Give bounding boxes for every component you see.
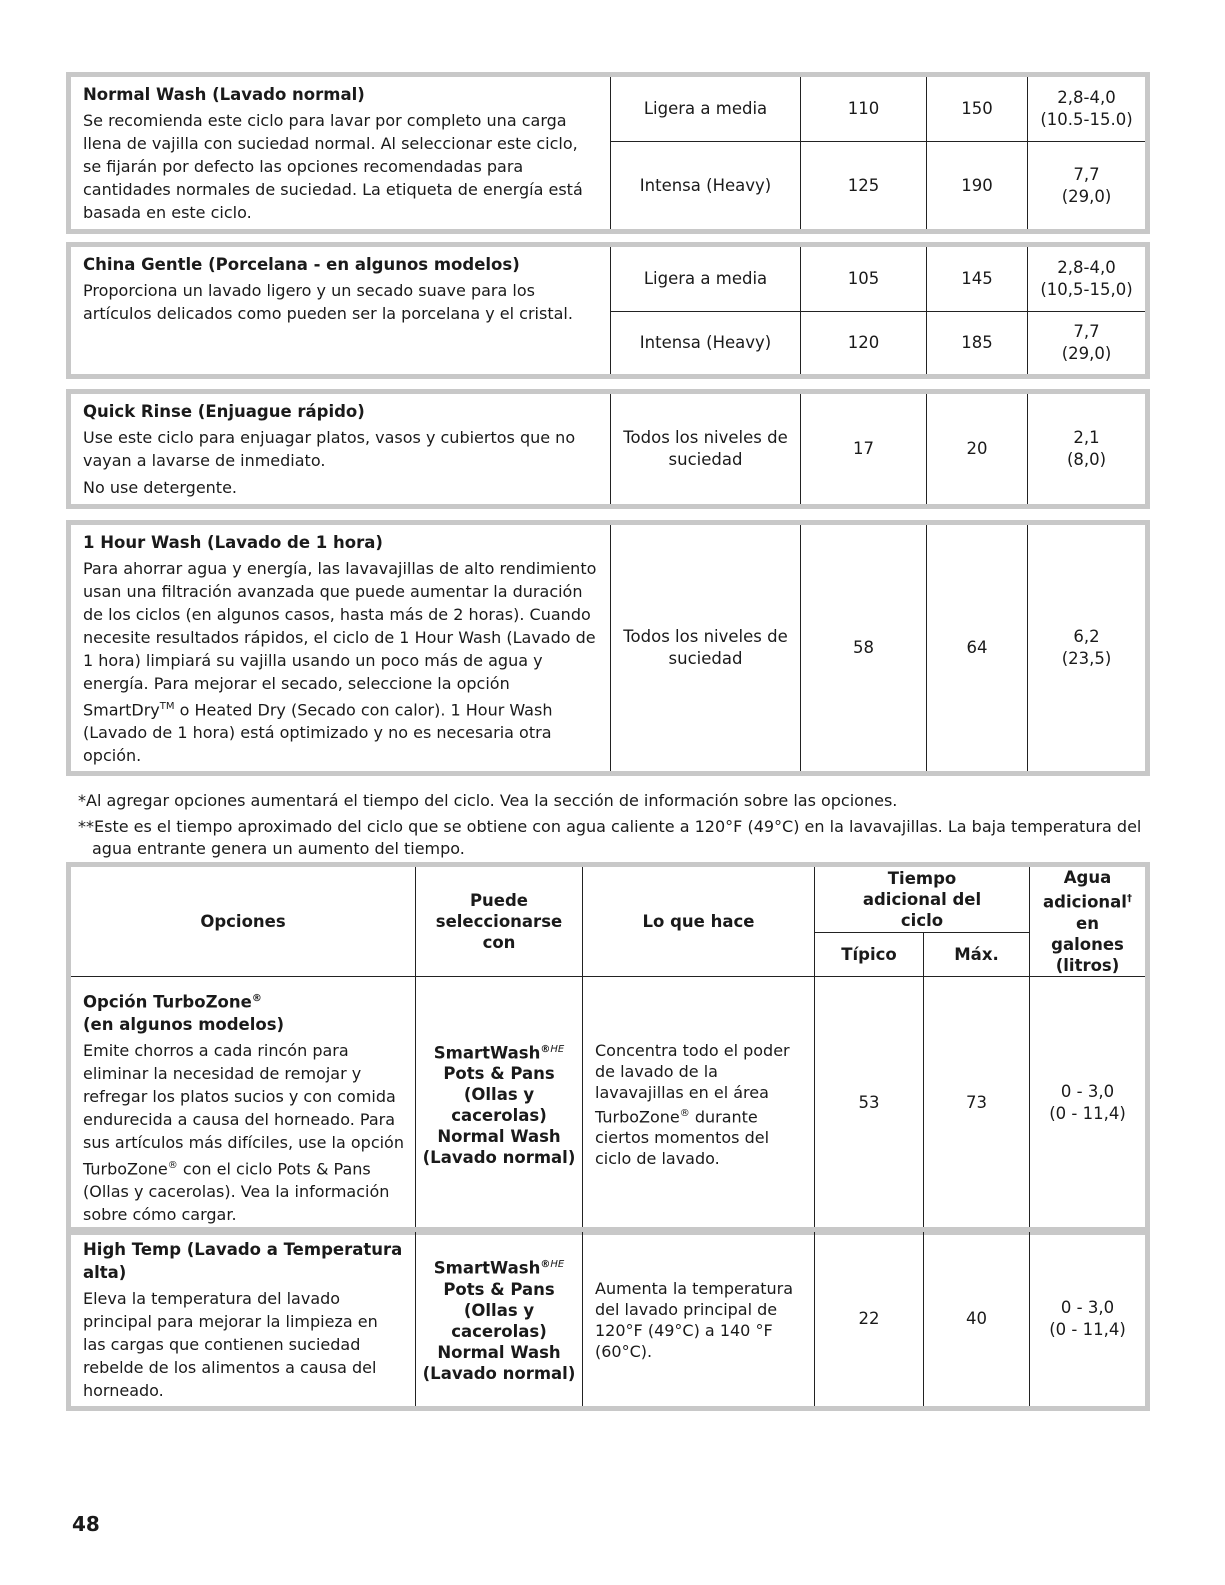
cycle-table-quick-rinse bbox=[70, 393, 1146, 505]
option-typical-time: 22 bbox=[815, 1232, 924, 1407]
option-title: Opción TurboZone® (en algunos modelos) bbox=[83, 992, 285, 1034]
header-max: Máx. bbox=[924, 933, 1030, 976]
header-options: Opciones bbox=[71, 867, 416, 977]
soil-level: Intensa (Heavy) bbox=[611, 142, 801, 230]
soil-level: Ligera a media bbox=[611, 77, 801, 142]
soil-level: Todos los niveles de suciedad bbox=[611, 394, 801, 505]
soil-level: Todos los niveles de suciedad bbox=[611, 525, 801, 772]
soil-level: Intensa (Heavy) bbox=[611, 312, 801, 375]
cycle-time: 105 bbox=[801, 247, 927, 312]
option-what-it-does: Aumenta la temperatura del lavado principal de 120°F (49°C) a 140 °F (60°C). bbox=[583, 1232, 815, 1407]
footnote-1: *Al agregar opciones aumentará el tiempo del ciclo. Vea la sección de información sobre las opciones. bbox=[78, 791, 898, 810]
option-max-time: 73 bbox=[924, 976, 1030, 1231]
option-water: 0 - 3,0 (0 - 11,4) bbox=[1030, 1232, 1146, 1407]
cycle-description bbox=[71, 525, 611, 772]
water-usage: 6,2 (23,5) bbox=[1028, 525, 1146, 772]
cycle-text: No use detergente. bbox=[83, 478, 238, 497]
header-additional-water: Agua adicional† en galones (litros) bbox=[1030, 867, 1146, 977]
option-typical-time: 53 bbox=[815, 976, 924, 1231]
cycle-time: 58 bbox=[801, 525, 927, 772]
water-usage: 2,1 (8,0) bbox=[1028, 394, 1146, 505]
cycle-description bbox=[71, 77, 611, 230]
option-selectable-with: SmartWash$^{®HE}$ Pots & Pans (Ollas y cacerolas) Normal Wash (Lavado normal) bbox=[416, 1232, 583, 1407]
footnote-2: **Este es el tiempo aproximado del ciclo que se obtiene con agua caliente a 120°F (49°C) en la lavavajillas. La baja temperatura del agua entrante genera un aumento del tiempo. bbox=[78, 817, 1142, 858]
water-usage: 7,7 (29,0) bbox=[1028, 142, 1146, 230]
water-usage: 2,8-4,0 (10.5-15.0) bbox=[1028, 77, 1146, 142]
cycle-description bbox=[71, 247, 611, 375]
cycle-description bbox=[71, 394, 611, 505]
cycle-table-1-hour-wash bbox=[70, 524, 1146, 772]
cycle-title: Normal Wash (Lavado normal) bbox=[83, 85, 365, 104]
cycle-max-time: 185 bbox=[927, 312, 1028, 375]
soil-level: Ligera a media bbox=[611, 247, 801, 312]
option-max-time: 40 bbox=[924, 1232, 1030, 1407]
cycle-max-time: 145 bbox=[927, 247, 1028, 312]
cycle-text: Use este ciclo para enjuagar platos, vasos y cubiertos que no vayan a lavarse de inmediato. bbox=[83, 428, 576, 470]
option-text: Eleva la temperatura del lavado principal para mejorar la limpieza en las cargas que contienen suciedad rebelde de los alimentos a causa del horneado. bbox=[83, 1289, 378, 1400]
header-what-it-does: Lo que hace bbox=[583, 867, 815, 977]
cycle-table-normal-wash bbox=[70, 76, 1146, 230]
options-table bbox=[70, 866, 1146, 1231]
cycle-time: 110 bbox=[801, 77, 927, 142]
cycle-time: 120 bbox=[801, 312, 927, 375]
option-selectable-with: SmartWash$^{®HE}$ Pots & Pans (Ollas y cacerolas) Normal Wash (Lavado normal) bbox=[416, 976, 583, 1231]
water-usage: 7,7 (29,0) bbox=[1028, 312, 1146, 375]
cycle-time: 125 bbox=[801, 142, 927, 230]
water-usage: 2,8-4,0 (10,5-15,0) bbox=[1028, 247, 1146, 312]
cycle-text: Para ahorrar agua y energía, las lavavajillas de alto rendimiento usan una filtración avanzada que puede aumentar la duración de los ciclos (en algunos casos, hasta más de 2 horas). Cuando necesite resultados rápidos, el ciclo de 1 Hour Wash (Lavado de 1 hora) limpiará su vajilla usando un poco más de agua y energía. Para mejorar el secado, seleccione la opción SmartDry™ o Heated Dry (Secado con calor). 1 Hour Wash (Lavado de 1 hora) está optimizado y no es necesaria otra opción. bbox=[83, 559, 597, 766]
cycle-max-time: 20 bbox=[927, 394, 1028, 505]
cycle-max-time: 150 bbox=[927, 77, 1028, 142]
page-number: 48 bbox=[72, 1512, 100, 1536]
cycle-text: Proporciona un lavado ligero y un secado suave para los artículos delicados como pueden ser la porcelana y el cristal. bbox=[83, 281, 573, 323]
cycle-title: Quick Rinse (Enjuague rápido) bbox=[83, 402, 365, 421]
cycle-table-china-gentle bbox=[70, 246, 1146, 375]
option-description bbox=[71, 1232, 416, 1407]
header-typical: Típico bbox=[815, 933, 924, 976]
option-title: High Temp (Lavado a Temperatura alta) bbox=[83, 1240, 403, 1282]
cycle-max-time: 64 bbox=[927, 525, 1028, 772]
option-water: 0 - 3,0 (0 - 11,4) bbox=[1030, 976, 1146, 1231]
cycle-title: 1 Hour Wash (Lavado de 1 hora) bbox=[83, 533, 383, 552]
header-selectable-with: Puede seleccionarse con bbox=[416, 867, 583, 977]
header-additional-time: Tiempo adicional del ciclo bbox=[815, 867, 1030, 933]
cycle-time: 17 bbox=[801, 394, 927, 505]
cycle-max-time: 190 bbox=[927, 142, 1028, 230]
options-table-high-temp bbox=[70, 1231, 1146, 1407]
cycle-title: China Gentle (Porcelana - en algunos modelos) bbox=[83, 255, 520, 274]
option-text: Emite chorros a cada rincón para eliminar la necesidad de remojar y refregar los platos sucios y con comida endurecida a causa del horneado. Para sus artículos más difíciles, use la opción TurboZone® con el ciclo Pots & Pans (Ollas y cacerolas). Vea la información sobre cómo cargar. bbox=[83, 1041, 404, 1225]
option-description bbox=[71, 976, 416, 1231]
option-what-it-does: Concentra todo el poder de lavado de la lavavajillas en el área TurboZone® durante ciertos momentos del ciclo de lavado. bbox=[583, 976, 815, 1231]
cycle-text: Se recomienda este ciclo para lavar por completo una carga llena de vajilla con suciedad normal. Al seleccionar este ciclo, se fijarán por defecto las opciones recomendadas para cantidades normales de suciedad. La etiqueta de energía está basada en este ciclo. bbox=[83, 111, 583, 222]
